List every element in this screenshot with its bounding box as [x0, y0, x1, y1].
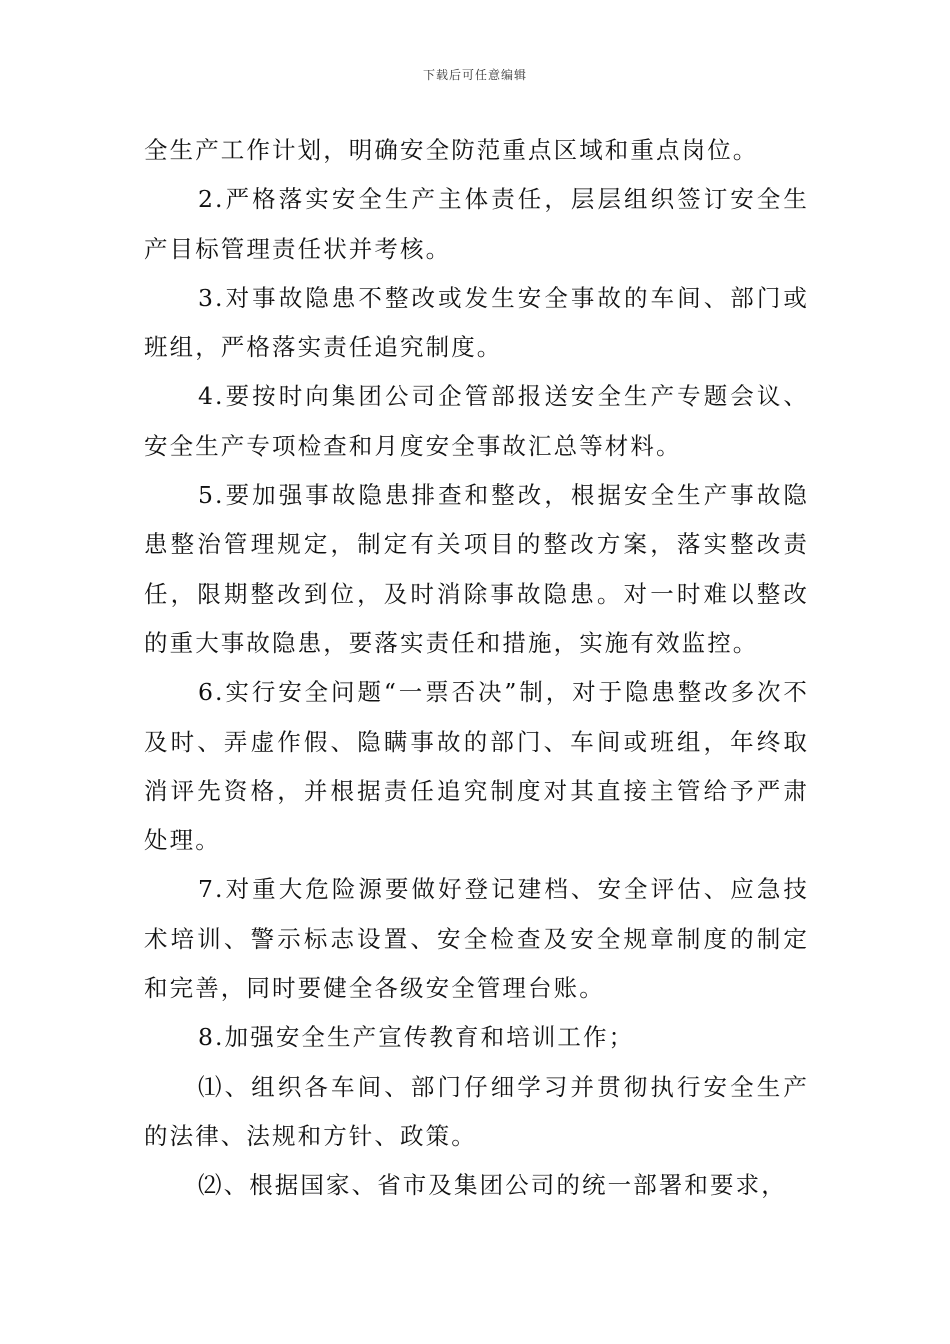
page-header: 下载后可任意编辑: [422, 68, 527, 82]
paragraph-item-8: 8.加强安全生产宣传教育和培训工作；: [198, 1023, 635, 1052]
document-body: [144, 126, 809, 1211]
paragraph-item-6: 6.实行安全问题“一票否决”制，对于隐患整改多次不及时、弄虚作假、隐瞒事故的部门、车间或班组，年终取消评先资格，并根据责任追究制度对其直接主管给予严肃处理。: [144, 678, 809, 855]
paragraph-item-2: 2.严格落实安全生产主体责任，层层组织签订安全生产目标管理责任状并考核。: [144, 185, 809, 263]
paragraph-subitem-2: ⑵、根据国家、省市及集团公司的统一部署和要求，: [198, 1171, 787, 1200]
paragraph-subitem-1: ⑴、组织各车间、部门仔细学习并贯彻执行安全生产的法律、法规和方针、政策。: [144, 1072, 809, 1150]
paragraph-continuation: 全生产工作计划，明确安全防范重点区域和重点岗位。: [144, 136, 759, 164]
paragraph-item-5: 5.要加强事故隐患排查和整改，根据安全生产事故隐患整治管理规定，制定有关项目的整改方案，落实整改责任，限期整改到位，及时消除事故隐患。对一时难以整改的重大事故隐患，要落实责任和措施，实施有效监控。: [144, 481, 809, 657]
paragraph-item-7: 7.对重大危险源要做好登记建档、安全评估、应急技术培训、警示标志设置、安全检查及安全规章制度的制定和完善，同时要健全各级安全管理台账。: [144, 875, 809, 1003]
paragraph-item-4: 4.要按时向集团公司企管部报送安全生产专题会议、安全生产专项检查和月度安全事故汇总等材料。: [144, 382, 809, 460]
paragraph-item-3: 3.对事故隐患不整改或发生安全事故的车间、部门或班组，严格落实责任追究制度。: [144, 283, 809, 362]
